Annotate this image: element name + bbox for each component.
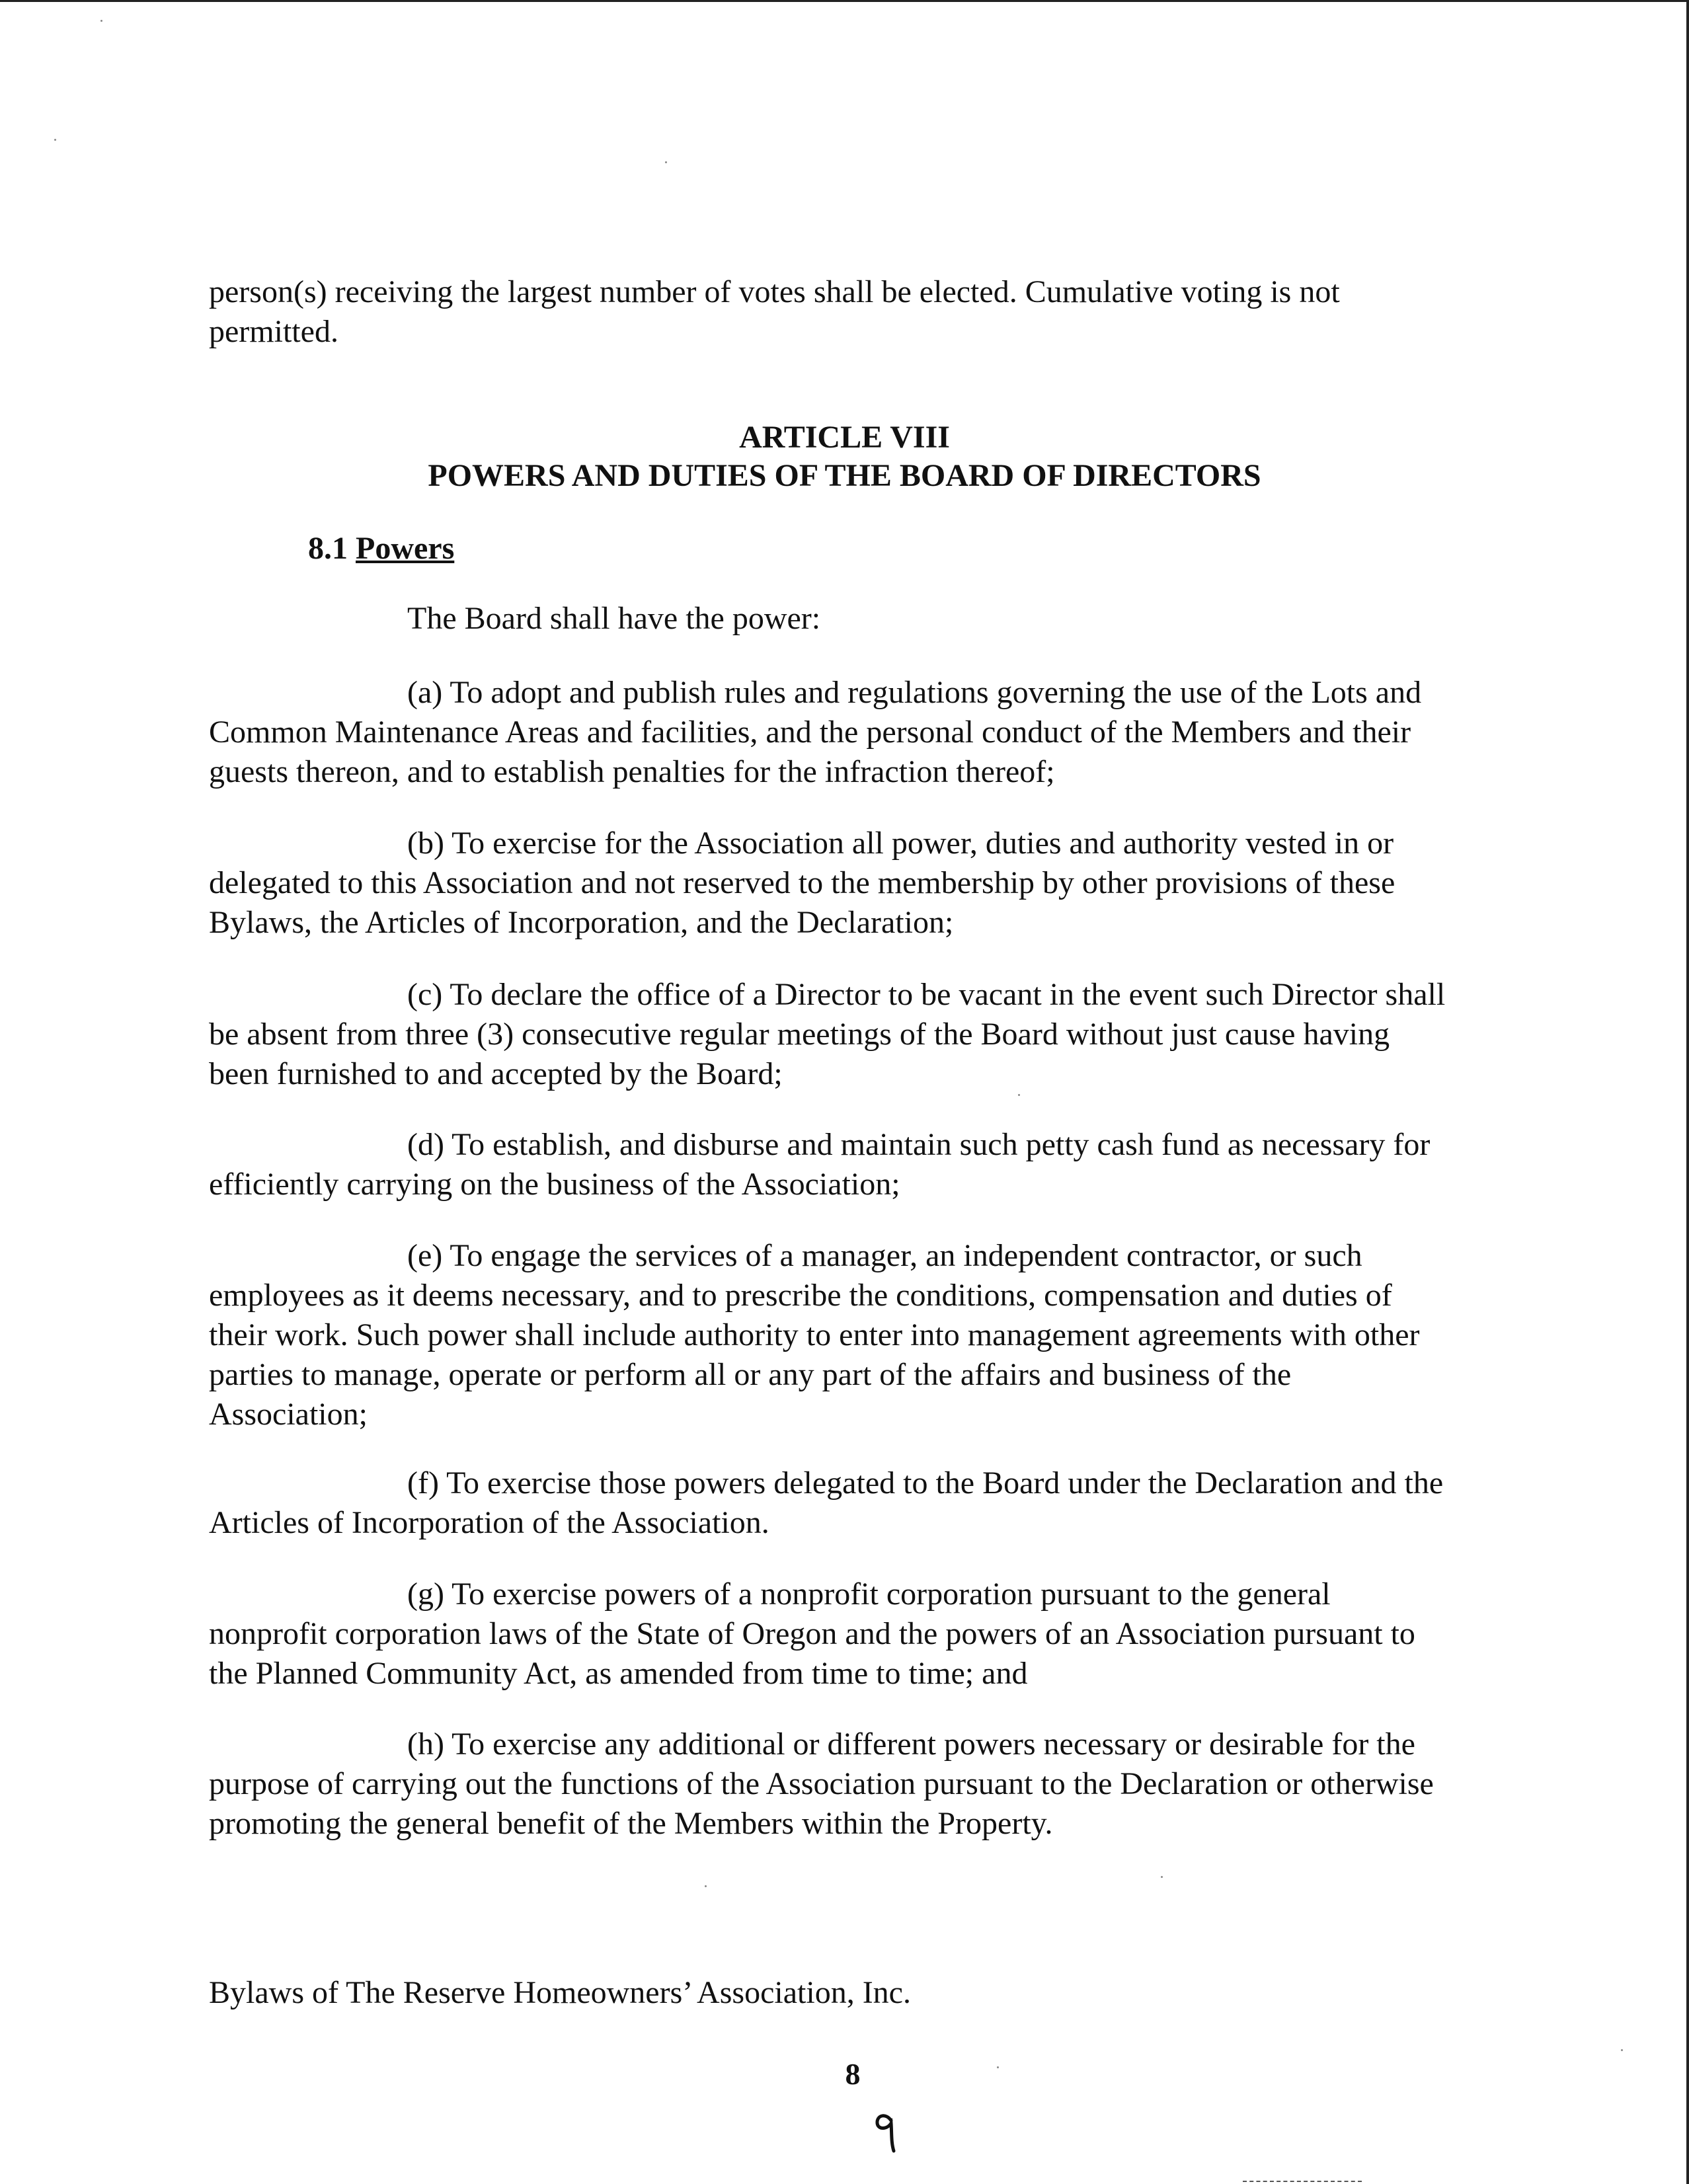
text-line: efficiently carrying on the business of the Association;: [209, 1167, 900, 1202]
item-first-line: (g) To exercise powers of a nonprofit corporation pursuant to the general: [407, 1577, 1331, 1612]
section-title: Powers: [356, 531, 455, 566]
power-item-e: [209, 1236, 1505, 1434]
text-line: permitted.: [209, 314, 338, 349]
article-number: ARTICLE VIII: [739, 420, 950, 455]
text-line: parties to manage, operate or perform all or any part of the affairs and business of the: [209, 1357, 1292, 1392]
scan-speck: [705, 1885, 707, 1887]
scan-speck: [100, 20, 102, 22]
text-line: nonprofit corporation laws of the State of Oregon and the powers of an Association pursuant to: [209, 1616, 1415, 1651]
item-first-line: (h) To exercise any additional or different powers necessary or desirable for the: [407, 1727, 1415, 1762]
item-first-line: (d) To establish, and disburse and maintain such petty cash fund as necessary for: [407, 1127, 1431, 1162]
power-item-h: [209, 1725, 1505, 1844]
item-first-line: (c) To declare the office of a Director to be vacant in the event such Director shall: [407, 977, 1446, 1012]
scan-speck: [1621, 2049, 1623, 2051]
intro-text: The Board shall have the power:: [407, 601, 821, 636]
scan-speck: [997, 2066, 999, 2068]
scan-speck: [665, 161, 667, 163]
text-line: delegated to this Association and not reserved to the membership by other provisions of these: [209, 865, 1395, 900]
item-first-line: (a) To adopt and publish rules and regulations governing the use of the Lots and: [407, 675, 1422, 710]
scan-speck: [54, 139, 56, 141]
text-line: their work. Such power shall include authority to enter into management agreements with other: [209, 1317, 1420, 1352]
scan-speck: [1161, 1876, 1163, 1878]
document-footer: Bylaws of The Reserve Homeowners’ Association, Inc.: [209, 1975, 911, 2010]
text-line: been furnished to and accepted by the Board;: [209, 1056, 783, 1091]
power-item-g: [209, 1575, 1505, 1694]
page-number: 8: [845, 2057, 861, 2091]
page-edge-top: [0, 0, 1689, 2]
text-line: person(s) receiving the largest number of votes shall be elected. Cumulative voting is not: [209, 274, 1340, 309]
scan-speck: [1018, 1094, 1020, 1096]
power-item-c: [209, 975, 1505, 1094]
power-item-b: [209, 824, 1505, 943]
text-line: Association;: [209, 1397, 368, 1432]
text-line: purpose of carrying out the functions of the Association pursuant to the Declaration or otherwise: [209, 1766, 1434, 1801]
text-line: guests thereon, and to establish penalties for the infraction thereof;: [209, 754, 1055, 789]
section-number: 8.1: [308, 531, 348, 566]
power-item-d: [209, 1125, 1505, 1204]
section-heading: [308, 529, 454, 568]
power-item-f: [209, 1463, 1505, 1543]
text-line: promoting the general benefit of the Members within the Property.: [209, 1806, 1053, 1841]
power-item-a: [209, 673, 1505, 792]
text-line: Common Maintenance Areas and facilities, and the personal conduct of the Members and their: [209, 715, 1411, 750]
item-first-line: (f) To exercise those powers delegated to the Board under the Declaration and the: [407, 1465, 1444, 1501]
page-edge-right: [1686, 0, 1689, 2184]
item-first-line: (b) To exercise for the Association all power, duties and authority vested in or: [407, 826, 1394, 861]
handwritten-page-mark: [871, 2106, 902, 2154]
intro-paragraph: [209, 599, 1505, 639]
continuation-paragraph: [209, 272, 1505, 352]
text-line: be absent from three (3) consecutive regular meetings of the Board without just cause having: [209, 1017, 1390, 1052]
text-line: the Planned Community Act, as amended from time to time; and: [209, 1656, 1028, 1691]
text-line: Bylaws, the Articles of Incorporation, and the Declaration;: [209, 905, 954, 940]
text-line: employees as it deems necessary, and to prescribe the conditions, compensation and duties of: [209, 1278, 1392, 1313]
article-title: POWERS AND DUTIES OF THE BOARD OF DIRECTORS: [428, 458, 1261, 493]
item-first-line: (e) To engage the services of a manager, an independent contractor, or such: [407, 1238, 1362, 1273]
text-line: Articles of Incorporation of the Association.: [209, 1505, 769, 1540]
page-edge-bottom-fragment: [1243, 2181, 1362, 2183]
